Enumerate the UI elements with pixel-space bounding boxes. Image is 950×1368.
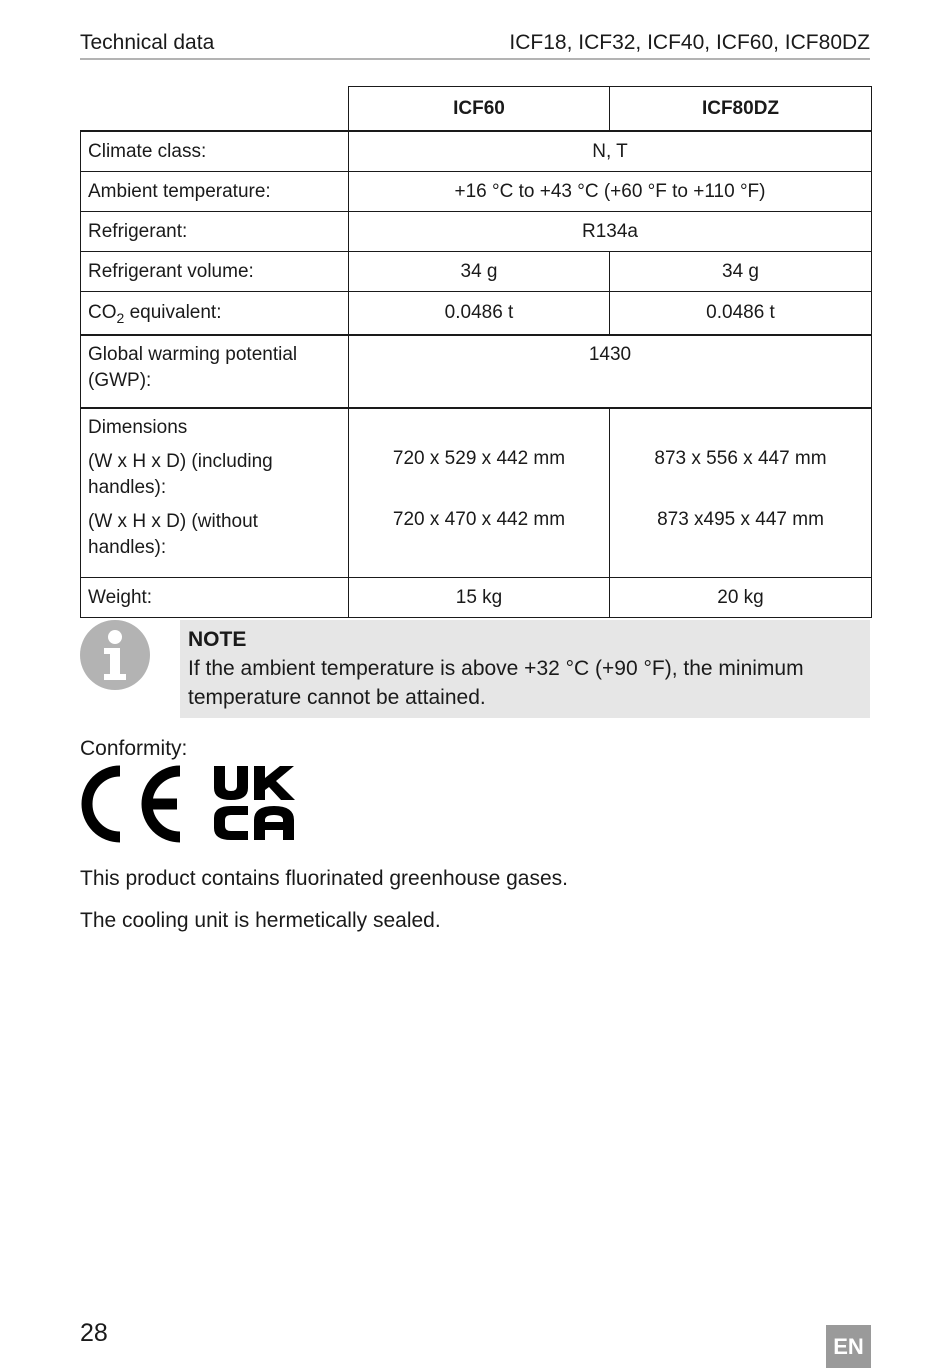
dimensions-icf60: 720 x 529 x 442 mm 720 x 470 x 442 mm <box>349 408 610 578</box>
note-title: NOTE <box>188 628 247 651</box>
page-header <box>80 30 870 60</box>
table-row <box>81 335 872 408</box>
row-label-refrigerant: Refrigerant: <box>81 212 349 252</box>
paragraph-fluorinated-gases: This product contains fluorinated greenhouse gases. <box>80 867 568 890</box>
weight-value-icf60: 15 kg <box>349 578 610 618</box>
language-badge: EN <box>826 1325 871 1368</box>
table-row <box>81 578 872 618</box>
ambient-value: +16 °C to +43 °C (+60 °F to +110 °F) <box>349 172 872 212</box>
row-label-weight: Weight: <box>81 578 349 618</box>
volume-value-icf60: 34 g <box>349 252 610 292</box>
refrigerant-value: R134a <box>349 212 872 252</box>
dimensions-icf80dz: 873 x 556 x 447 mm 873 x495 x 447 mm <box>610 408 872 578</box>
conformity-label: Conformity: <box>80 737 188 760</box>
co2-value-icf80dz: 0.0486 t <box>610 292 872 336</box>
ce-mark-icon <box>87 771 180 837</box>
row-label-gwp: Global warming potential (GWP): <box>81 335 349 408</box>
note-text: If the ambient temperature is above +32 °C (+90 °F), the minimum temperature cannot be attained. <box>188 657 804 709</box>
gwp-value: 1430 <box>349 335 872 408</box>
table-row <box>81 212 872 252</box>
column-header-icf80dz: ICF80DZ <box>610 87 872 132</box>
ukca-mark-icon <box>214 766 295 840</box>
row-label-volume: Refrigerant volume: <box>81 252 349 292</box>
table-header-row <box>81 87 872 132</box>
info-icon <box>80 620 150 690</box>
table-row <box>81 252 872 292</box>
table-corner-cell <box>81 87 349 132</box>
row-label-climate: Climate class: <box>81 131 349 172</box>
note-box <box>180 620 870 718</box>
page-number: 28 <box>80 1319 108 1347</box>
weight-value-icf80dz: 20 kg <box>610 578 872 618</box>
section-title: Technical data <box>80 31 215 54</box>
model-list: ICF18, ICF32, ICF40, ICF60, ICF80DZ <box>509 31 870 54</box>
co2-value-icf60: 0.0486 t <box>349 292 610 336</box>
climate-value: N, T <box>349 131 872 172</box>
table-row <box>81 172 872 212</box>
table-row <box>81 292 872 336</box>
technical-data-table <box>80 86 872 618</box>
paragraph-hermetically-sealed: The cooling unit is hermetically sealed. <box>80 909 441 932</box>
table-row <box>81 131 872 172</box>
row-label-co2: $CO_2$ equivalent: <box>81 292 349 336</box>
volume-value-icf80dz: 34 g <box>610 252 872 292</box>
table-row <box>81 408 872 578</box>
row-label-ambient: Ambient temperature: <box>81 172 349 212</box>
column-header-icf60: ICF60 <box>349 87 610 132</box>
conformity-marks <box>80 764 320 844</box>
row-label-dimensions: Dimensions (W x H x D) (including handles): (W x H x D) (without handles): <box>81 408 349 578</box>
